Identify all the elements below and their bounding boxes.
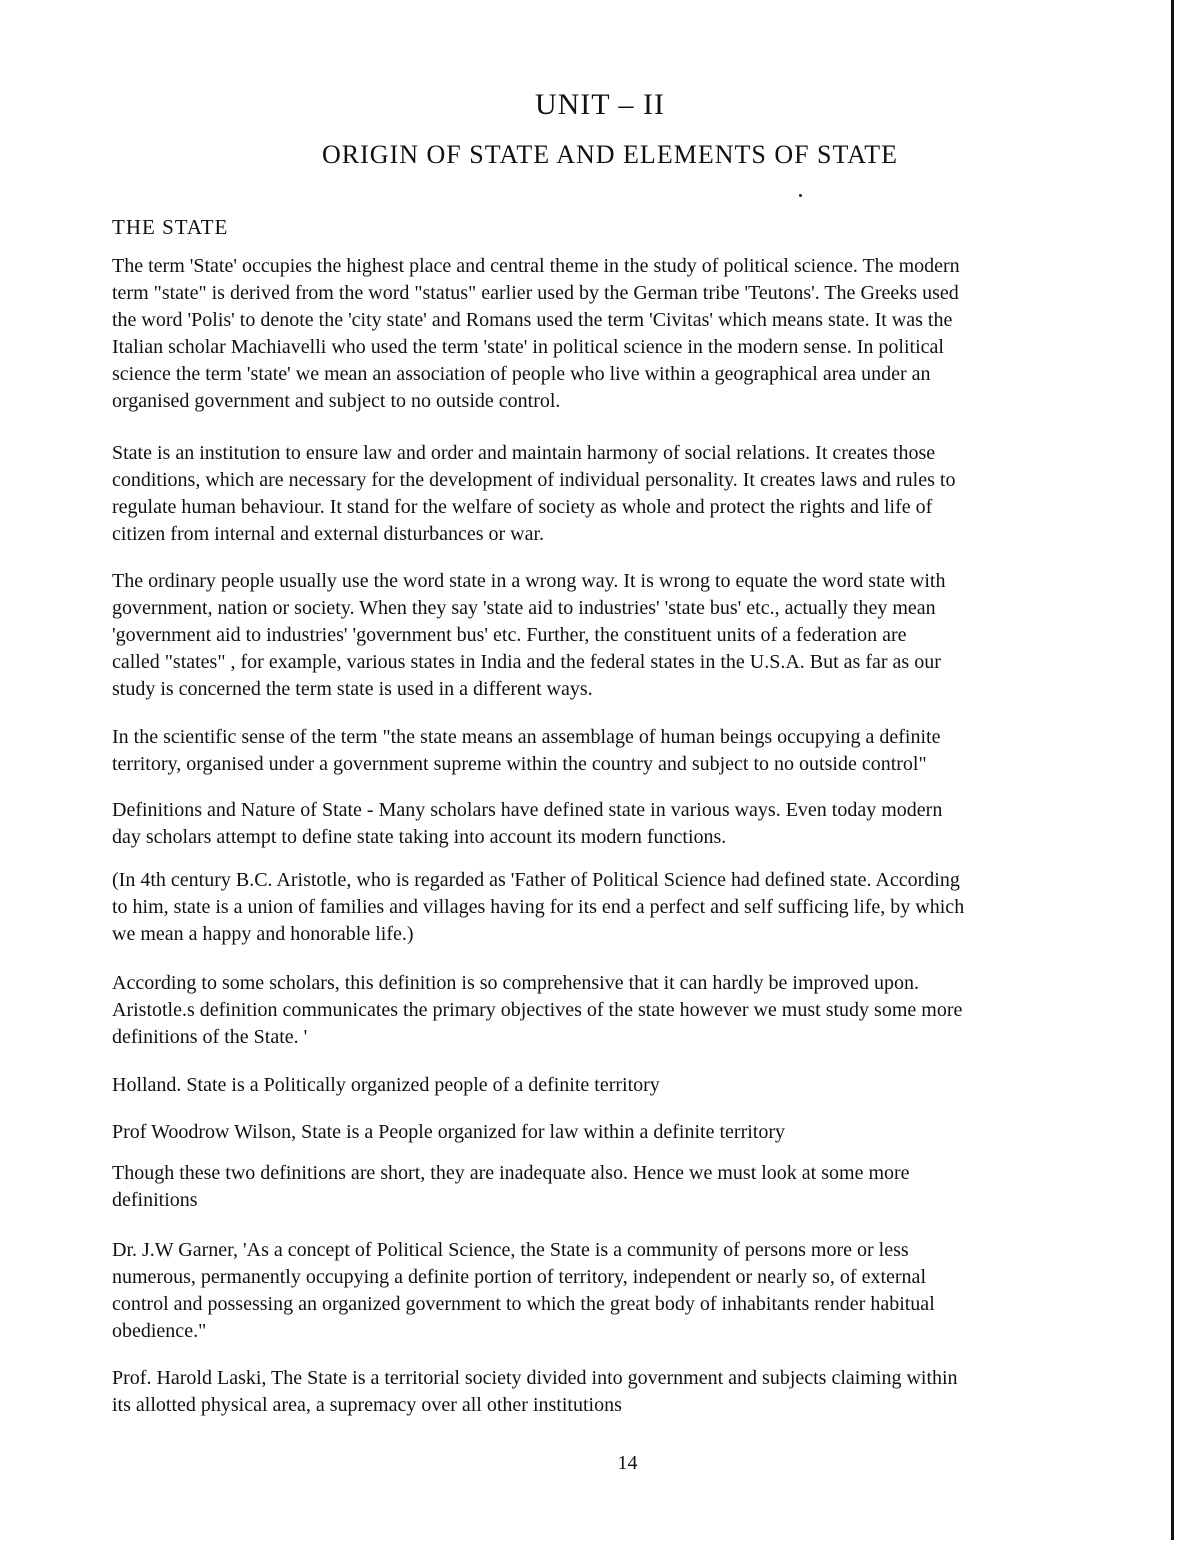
unit-title: UNIT – II	[534, 88, 666, 121]
text-line: we mean a happy and honorable life.)	[112, 923, 414, 945]
paragraph-garner-definition	[112, 1237, 1118, 1345]
paragraph-institution	[112, 440, 1118, 548]
paragraph-scientific-sense	[112, 724, 1118, 778]
chapter-title: ORIGIN OF STATE AND ELEMENTS OF STATE	[322, 140, 898, 169]
text-line: numerous, permanently occupying a definite portion of territory, independent or nearly so, of external	[112, 1266, 926, 1288]
text-line: obedience."	[112, 1320, 207, 1342]
scan-dot	[799, 194, 802, 197]
text-line: citizen from internal and external disturbances or war.	[112, 523, 545, 545]
text-line: science the term 'state' we mean an association of people who live within a geographical area under an	[112, 363, 931, 385]
paragraph-inadequate	[112, 1160, 1118, 1214]
text-line: called "states" , for example, various states in India and the federal states in the U.S.A. But as far as our	[112, 651, 941, 673]
text-line: day scholars attempt to define state taking into account its modern functions.	[112, 826, 727, 848]
text-line: The term 'State' occupies the highest place and central theme in the study of political science. The modern	[112, 255, 960, 277]
text-line: The ordinary people usually use the word state in a wrong way. It is wrong to equate the word state with	[112, 570, 946, 592]
text-line: government, nation or society. When they say 'state aid to industries' 'state bus' etc., actually they mean	[112, 597, 936, 619]
paragraph-ordinary-usage	[112, 568, 1118, 703]
text-line: its allotted physical area, a supremacy over all other institutions	[112, 1394, 622, 1416]
text-line: the word 'Polis' to denote the 'city state' and Romans used the term 'Civitas' which means state. It was the	[112, 309, 953, 331]
text-line: Dr. J.W Garner, 'As a concept of Political Science, the State is a community of persons more or less	[112, 1239, 909, 1261]
text-line: (In 4th century B.C. Aristotle, who is regarded as 'Father of Political Science had defined state. According	[112, 869, 960, 891]
text-line: to him, state is a union of families and villages having for its end a perfect and self sufficing life, by which	[112, 896, 965, 918]
paragraph-intro	[112, 253, 1118, 415]
text-line: definitions of the State. '	[112, 1026, 308, 1048]
text-line: Aristotle.s definition communicates the primary objectives of the state however we must study some more	[112, 999, 963, 1021]
text-line: Though these two definitions are short, they are inadequate also. Hence we must look at some more	[112, 1162, 910, 1184]
text-line: Definitions and Nature of State - Many scholars have defined state in various ways. Even today modern	[112, 799, 943, 821]
text-line: regulate human behaviour. It stand for the welfare of society as whole and protect the rights and life of	[112, 496, 933, 518]
text-line: study is concerned the term state is used in a different ways.	[112, 678, 593, 700]
paragraph-definitions-nature	[112, 797, 1118, 851]
text-line: Prof. Harold Laski, The State is a territorial society divided into government and subjects claiming within	[112, 1367, 958, 1389]
paragraph-holland-definition	[112, 1072, 1118, 1099]
paragraph-scholars-view	[112, 970, 1118, 1051]
text-line: conditions, which are necessary for the development of individual personality. It creates laws and rules to	[112, 469, 956, 491]
paragraph-wilson-definition	[112, 1119, 1118, 1146]
text-line: 'government aid to industries' 'government bus' etc. Further, the constituent units of a federation are	[112, 624, 907, 646]
right-edge-rule	[1171, 0, 1174, 1540]
paragraph-aristotle	[112, 867, 1118, 948]
text-line: definitions	[112, 1189, 198, 1211]
text-line: territory, organised under a government supreme within the country and subject to no outside control"	[112, 753, 927, 775]
paragraph-laski-definition	[112, 1365, 1118, 1419]
text-line: Italian scholar Machiavelli who used the term 'state' in political science in the modern sense. In political	[112, 336, 944, 358]
text-line: Holland. State is a Politically organized people of a definite territory	[112, 1074, 660, 1096]
text-line: term "state" is derived from the word "status" earlier used by the German tribe 'Teutons'. The Greeks used	[112, 282, 959, 304]
section-heading: THE STATE	[112, 215, 229, 239]
text-line: State is an institution to ensure law and order and maintain harmony of social relations. It creates those	[112, 442, 936, 464]
text-line: Prof Woodrow Wilson, State is a People organized for law within a definite territory	[112, 1121, 785, 1143]
text-line: In the scientific sense of the term "the state means an assemblage of human beings occupying a definite	[112, 726, 941, 748]
text-line: organised government and subject to no outside control.	[112, 390, 561, 412]
text-line: According to some scholars, this definition is so comprehensive that it can hardly be improved upon.	[112, 972, 920, 994]
page-number: 14	[617, 1452, 638, 1474]
text-line: control and possessing an organized government to which the great body of inhabitants render habitual	[112, 1293, 935, 1315]
